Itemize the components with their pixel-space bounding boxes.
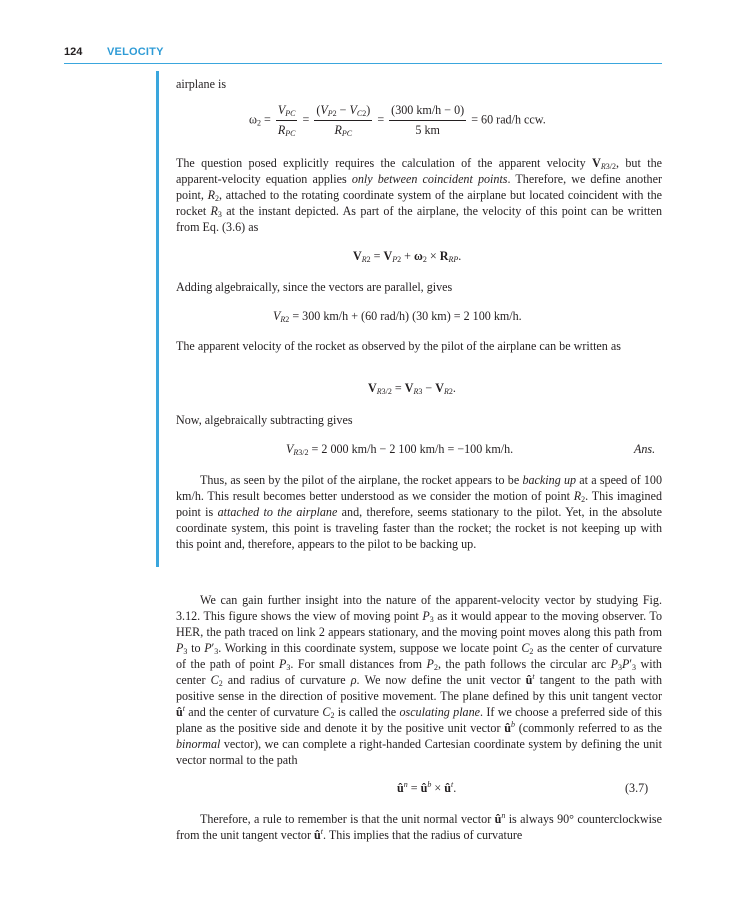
equation-vr2-value: $V_{R2} = 300$ km/h + (60 rad/h) (30 km) = 2 100 km/h. (273, 309, 522, 324)
equation-result: $V_{R3/2} = 2$ 000 km/h − 2 100 km/h = −100 km/h. (286, 442, 514, 457)
paragraph-7: Therefore, a rule to remember is that the unit normal vector $û^n$ is always 90° counterclockwise from the unit tangent vector $û^t$. This implies that the radius of curvature (176, 811, 662, 842)
paragraph-3: The apparent velocity of the rocket as observed by the pilot of the airplane can be written as (176, 339, 621, 353)
paragraph-4: Now, algebraically subtracting gives (176, 413, 353, 427)
equation-omega2: $\omega_2$ = $\frac{V_{PC}}{R_{PC}}$ = $\frac{(V_{P2} - V_{C2})}{R_{PC}}$ = $\frac{(300 km/h - 0)}{5 km}$ = 60 rad/h ccw. (249, 103, 546, 138)
intro-text: airplane is (176, 77, 227, 91)
paragraph-2: Adding algebraically, since the vectors are parallel, gives (176, 280, 453, 294)
answer-label: Ans. (634, 442, 656, 456)
equation-number: (3.7) (625, 781, 649, 795)
equation-3-7: $û^n$ = $û^b$ × $û^t$. (397, 780, 457, 795)
section-title: VELOCITY (107, 46, 164, 58)
equation-vr32-vector: $V_{R3/2} = V_{R3} - V_{R2}$. (368, 381, 456, 396)
equation-vr2-vector: $V_{R2} = V_{P2} + \omega_2 \times R_{RP}$. (353, 249, 462, 264)
paragraph-6: We can gain further insight into the nature of the apparent-velocity vector by studying Fig. 3.12. This figure shows the view of moving point $P_3$ as it would appear to the moving observer. To HER, the path traced on link 2 appears stationary, and the moving point moves along this path from $P_3$ to $P'_3$. Working in this coordinate system, suppose we locate point $C_2$ as the center of curvature of the path of point $P_3$. For small distances from $P_2$, the path follows the circular arc $P_3P'_3$ with center $C_2$ and radius of curvature ρ. We now define the unit vector $û^t$ tangent to the path with positive sense in the direction of positive movement. The plane defined by this unit tangent vector $û^t$ and the center of curvature $C_2$ is called the osculating plane. If we choose a preferred side of this plane as the positive side and denote it by the positive unit vector $û^b$ (commonly referred to as the binormal vector), we can complete a right-handed Cartesian coordinate system by defining the unit vector normal to the path (176, 593, 663, 767)
example-sidebar-rule (156, 71, 159, 567)
running-header (64, 45, 662, 64)
paragraph-5: Thus, as seen by the pilot of the airplane, the rocket appears to be backing up at a speed of 100 km/h. This result becomes better understood as we consider the motion of point $R_2$. This imagined point is attached to the airplane and, therefore, seems stationary to the pilot. Yet, in the absolute coordinate system, this point is traveling faster than the rocket; the rocket is not keeping up with this point and, therefore, appears to the pilot to be backing up. (176, 473, 663, 551)
paragraph-1: The question posed explicitly requires the calculation of the apparent velocity $V_{R3/2}$, but the apparent-velocity equation applies only between coincident points. Therefore, we define another point, $R_2$, attached to the rotating coordinate system of the airplane but located coincident with the rocket $R_3$ at the instant depicted. As part of the airplane, the velocity of this point can be written from Eq. (3.6) as (176, 156, 662, 234)
page-number: 124 (64, 46, 83, 58)
